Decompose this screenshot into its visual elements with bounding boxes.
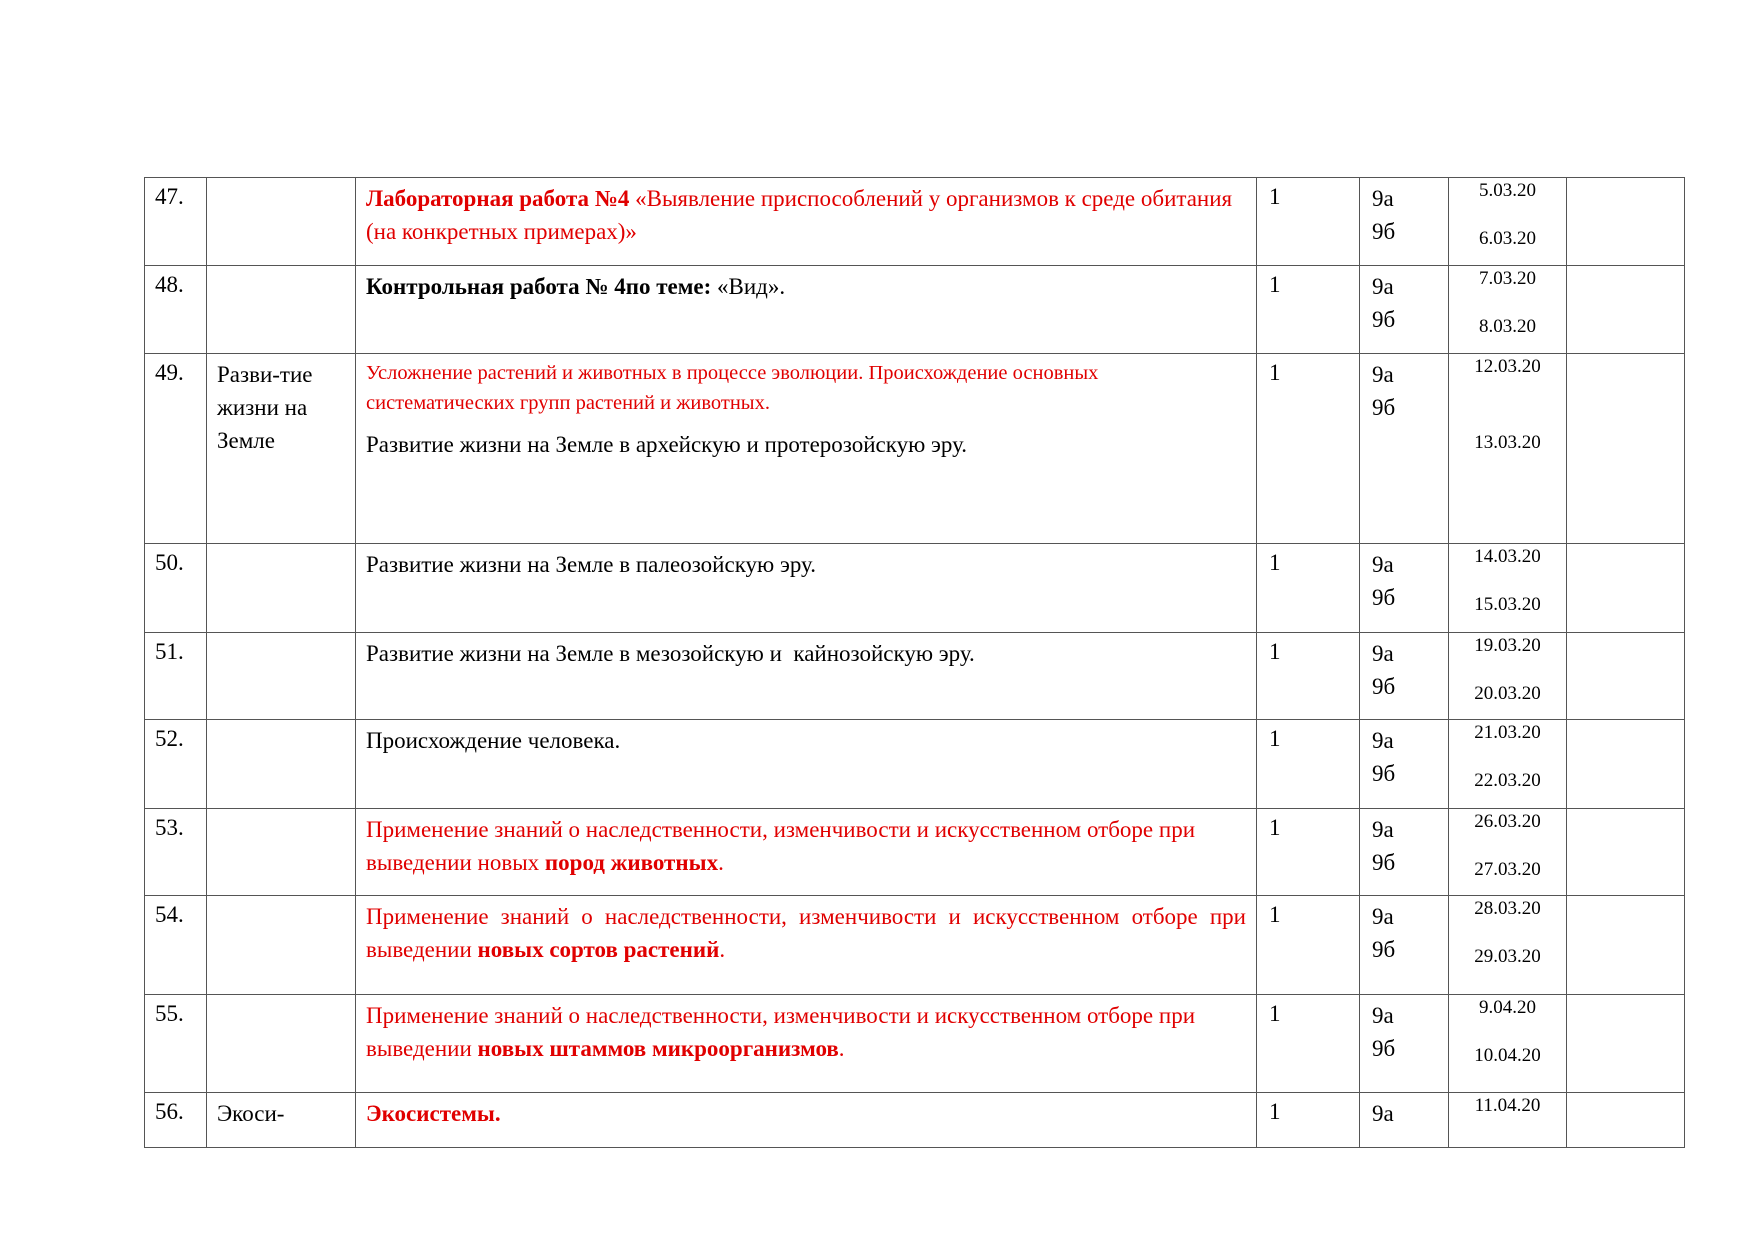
- hours-cell: 1: [1257, 896, 1360, 995]
- lesson-number: 48.: [145, 266, 207, 354]
- hours-cell: 1: [1257, 1093, 1360, 1148]
- note-cell: [1567, 178, 1685, 266]
- lesson-topic: [356, 266, 1257, 354]
- table-row: [145, 995, 1685, 1093]
- hours-cell: 1: [1257, 354, 1360, 544]
- table-row: [145, 266, 1685, 354]
- class-label: 9б: [1372, 307, 1396, 332]
- topic-bold: Лабораторная работа №4: [366, 186, 630, 211]
- table-row: [145, 1093, 1685, 1148]
- topic-text-end: .: [718, 850, 724, 875]
- lesson-topic: [356, 1093, 1257, 1148]
- classes-cell: [1360, 1093, 1449, 1148]
- date-label: 10.04.20: [1474, 1045, 1541, 1066]
- lesson-topic: [356, 633, 1257, 720]
- section-cell: [207, 720, 356, 809]
- table-row: [145, 896, 1685, 995]
- date-label: 12.03.20: [1474, 356, 1541, 377]
- class-label: 9а: [1372, 552, 1394, 577]
- topic-text: Применение знаний о наследственности, изменчивости и искусственном отборе при выведении: [366, 1003, 1196, 1061]
- date-label: 22.03.20: [1474, 770, 1541, 791]
- lesson-topic: [356, 544, 1257, 633]
- hours-cell: 1: [1257, 809, 1360, 896]
- topic-bold: пород животных: [544, 850, 719, 875]
- lesson-topic: [356, 809, 1257, 896]
- lesson-number: 47.: [145, 178, 207, 266]
- lesson-number: 56.: [145, 1093, 207, 1148]
- topic-text: Развитие жизни на Земле в мезозойскую и кайнозойскую эру.: [366, 641, 975, 666]
- class-label: 9а: [1372, 274, 1394, 299]
- classes-cell: [1360, 995, 1449, 1093]
- date-label: 9.04.20: [1479, 997, 1536, 1018]
- section-cell: [207, 809, 356, 896]
- note-cell: [1567, 544, 1685, 633]
- date-label: 11.04.20: [1474, 1095, 1541, 1116]
- table-row: [145, 809, 1685, 896]
- lesson-number: 53.: [145, 809, 207, 896]
- lesson-number: 50.: [145, 544, 207, 633]
- topic-text: Развитие жизни на Земле в палеозойскую эру.: [366, 552, 816, 577]
- classes-cell: [1360, 720, 1449, 809]
- dates-cell: [1449, 720, 1567, 809]
- lesson-number: 52.: [145, 720, 207, 809]
- class-label: 9б: [1372, 1036, 1396, 1061]
- topic-bold: Контрольная работа № 4по теме:: [366, 274, 712, 299]
- dates-cell: [1449, 809, 1567, 896]
- classes-cell: [1360, 809, 1449, 896]
- dates-cell: [1449, 896, 1567, 995]
- class-label: 9б: [1372, 937, 1396, 962]
- table-row: [145, 354, 1685, 544]
- dates-cell: [1449, 354, 1567, 544]
- class-label: 9а: [1372, 186, 1394, 211]
- class-label: 9а: [1372, 641, 1394, 666]
- topic-text-end: .: [719, 937, 726, 962]
- note-cell: [1567, 1093, 1685, 1148]
- date-label: 14.03.20: [1474, 546, 1541, 567]
- date-label: 28.03.20: [1474, 898, 1541, 919]
- class-label: 9б: [1372, 761, 1396, 786]
- note-cell: [1567, 266, 1685, 354]
- class-label: 9б: [1372, 219, 1396, 244]
- section-cell: [207, 544, 356, 633]
- dates-cell: [1449, 178, 1567, 266]
- topic-bold: Экосистемы.: [366, 1101, 501, 1126]
- dates-cell: [1449, 633, 1567, 720]
- lesson-number: 55.: [145, 995, 207, 1093]
- class-label: 9а: [1372, 728, 1394, 753]
- lesson-topic: [356, 178, 1257, 266]
- note-cell: [1567, 809, 1685, 896]
- hours-cell: 1: [1257, 266, 1360, 354]
- section-cell: [207, 633, 356, 720]
- class-label: 9а: [1372, 817, 1394, 842]
- section-cell: [207, 896, 356, 995]
- section-cell: [207, 995, 356, 1093]
- class-label: 9а: [1372, 362, 1394, 387]
- lesson-topic: [356, 995, 1257, 1093]
- note-cell: [1567, 995, 1685, 1093]
- hours-cell: 1: [1257, 178, 1360, 266]
- dates-cell: [1449, 1093, 1567, 1148]
- note-cell: [1567, 896, 1685, 995]
- lesson-topic: [356, 896, 1257, 995]
- topic-text: Развитие жизни на Земле в архейскую и протерозойскую эру.: [366, 432, 968, 457]
- date-label: 29.03.20: [1474, 946, 1541, 967]
- date-label: 13.03.20: [1474, 432, 1541, 453]
- date-label: 6.03.20: [1479, 228, 1536, 249]
- date-label: 27.03.20: [1474, 859, 1541, 880]
- hours-cell: 1: [1257, 544, 1360, 633]
- note-cell: [1567, 354, 1685, 544]
- lesson-plan-table: [144, 177, 1685, 1148]
- section-cell: [207, 266, 356, 354]
- class-label: 9а: [1372, 1003, 1394, 1028]
- dates-cell: [1449, 995, 1567, 1093]
- note-cell: [1567, 633, 1685, 720]
- table-row: [145, 720, 1685, 809]
- table-row: [145, 178, 1685, 266]
- table-row: [145, 633, 1685, 720]
- date-label: 5.03.20: [1479, 180, 1536, 201]
- lesson-number: 51.: [145, 633, 207, 720]
- hours-cell: 1: [1257, 995, 1360, 1093]
- topic-bold: новых сортов растений: [477, 937, 720, 962]
- class-label: 9а: [1372, 1101, 1394, 1126]
- date-label: 15.03.20: [1474, 594, 1541, 615]
- topic-bold: новых штаммов микроорганизмов: [477, 1036, 839, 1061]
- topic-text: «Вид».: [711, 274, 786, 299]
- topic-text: Происхождение человека.: [366, 728, 621, 753]
- dates-cell: [1449, 266, 1567, 354]
- topic-text: Усложнение растений и животных в процессе эволюции. Происхождение основных систематических групп растений и животных.: [366, 362, 1099, 414]
- date-label: 7.03.20: [1479, 268, 1536, 289]
- section-cell: Экоси-: [207, 1093, 356, 1148]
- note-cell: [1567, 720, 1685, 809]
- classes-cell: [1360, 266, 1449, 354]
- class-label: 9б: [1372, 674, 1396, 699]
- hours-cell: 1: [1257, 633, 1360, 720]
- topic-text: «Выявление приспособлений у организмов к среде обитания (на конкретных примерах)»: [366, 186, 1233, 244]
- date-label: 26.03.20: [1474, 811, 1541, 832]
- class-label: 9б: [1372, 850, 1396, 875]
- table-row: [145, 544, 1685, 633]
- class-label: 9б: [1372, 585, 1396, 610]
- classes-cell: [1360, 633, 1449, 720]
- class-label: 9а: [1372, 904, 1394, 929]
- lesson-number: 54.: [145, 896, 207, 995]
- lesson-topic: [356, 720, 1257, 809]
- class-label: 9б: [1372, 395, 1396, 420]
- section-cell: Разви-тие жизни на Земле: [207, 354, 356, 544]
- topic-text: Применение знаний о наследственности, изменчивости и искусственном отборе при выведении: [366, 904, 1246, 962]
- date-label: 20.03.20: [1474, 683, 1541, 704]
- classes-cell: [1360, 896, 1449, 995]
- classes-cell: [1360, 544, 1449, 633]
- lesson-topic: [356, 354, 1257, 544]
- hours-cell: 1: [1257, 720, 1360, 809]
- topic-text-end: .: [838, 1036, 845, 1061]
- classes-cell: [1360, 354, 1449, 544]
- lesson-number: 49.: [145, 354, 207, 544]
- date-label: 19.03.20: [1474, 635, 1541, 656]
- dates-cell: [1449, 544, 1567, 633]
- classes-cell: [1360, 178, 1449, 266]
- date-label: 8.03.20: [1479, 316, 1536, 337]
- topic-text: Применение знаний о наследственности, изменчивости и искусственном отборе при выведении новых: [366, 817, 1196, 875]
- section-cell: [207, 178, 356, 266]
- date-label: 21.03.20: [1474, 722, 1541, 743]
